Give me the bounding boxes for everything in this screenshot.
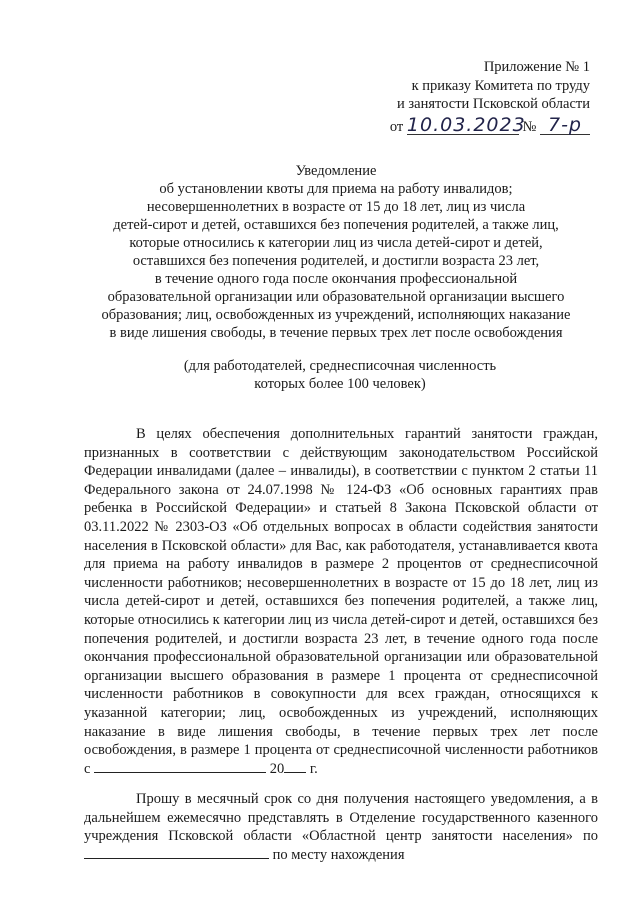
- notice-title-block: [86, 162, 586, 342]
- from-label: от: [389, 118, 404, 135]
- appendix-order-ref: к приказу Комитета по труду: [411, 77, 590, 94]
- notice-heading: Уведомление: [295, 163, 377, 179]
- year-blank-field[interactable]: [284, 760, 306, 773]
- appendix-number: Приложение № 1: [483, 59, 590, 75]
- subtitle-line: (для работодателей, среднесписочная численность: [183, 358, 497, 374]
- notice-subtitle: [130, 357, 550, 393]
- handwritten-date: 10.03.2023: [406, 113, 526, 136]
- body-paragraph-quota: [84, 425, 598, 778]
- subtitle-line: которых более 100 человек): [254, 376, 426, 392]
- notice-title-line: образовательной организации или образовательной организации высшего: [107, 289, 565, 305]
- notice-body: [84, 425, 598, 865]
- appendix-committee: и занятости Псковской области: [397, 96, 590, 112]
- body-paragraph-request: [84, 790, 598, 864]
- notice-title-line: детей-сирот и детей, оставшихся без попечения родителей, а также лиц,: [113, 217, 559, 233]
- paragraph-tail-text: по месту нахождения: [272, 847, 405, 864]
- notice-title-line: в течение одного года после окончания профессиональной: [154, 271, 518, 287]
- order-date-line: [389, 113, 590, 140]
- appendix-header: [390, 58, 590, 140]
- number-label: №: [522, 118, 537, 135]
- location-blank-field[interactable]: [84, 846, 269, 859]
- notice-title-line: несовершеннолетних в возрасте от 15 до 18 лет, лиц из числа: [146, 199, 526, 215]
- date-blank-field[interactable]: [94, 760, 266, 773]
- year-prefix: 20: [269, 760, 285, 777]
- handwritten-order-number: 7-р: [540, 116, 590, 136]
- year-suffix: г.: [309, 760, 318, 777]
- paragraph-text: Прошу в месячный срок со дня получения настоящего уведомления, а в дальнейшем ежемесячно представлять в Отделение государственного казенного учреждения Псковской области «Областной центр занятости населения» по: [84, 791, 598, 845]
- notice-title-line: об установлении квоты для приема на работу инвалидов;: [159, 181, 513, 197]
- notice-title-line: в виде лишения свободы, в течение первых трех лет после освобождения: [109, 325, 563, 341]
- notice-title-line: образования; лиц, освобожденных из учреждений, исполняющих наказание: [101, 307, 571, 323]
- notice-title-line: оставшихся без попечения родителей, и достигли возраста 23 лет,: [132, 253, 540, 269]
- notice-title-line: которые относились к категории лиц из числа детей-сирот и детей,: [129, 235, 543, 251]
- paragraph-text: В целях обеспечения дополнительных гарантий занятости граждан, признанных в соответствии с действующим законодательством Российской Федерации инвалидами (далее – инвалиды), в соответствии с пунктом 2 статьи 11 Федерального закона от 24.07.1998 № 124-ФЗ «Об основных гарантиях прав ребенка в Российской Федерации» и статьей 8 Закона Псковской области от 03.11.2022 № 2303-ОЗ «Об отдельных вопросах в области содействия занятости населения в Псковской области» для Вас, как работодателя, устанавливается квота для приема на работу инвалидов в размере 2 процентов от среднесписочной численности работников; несовершеннолетних в возрасте от 15 до 18 лет, лиц из числа детей-сирот и детей, оставшихся без попечения родителей, а также лиц, которые относились к категории лиц из числа детей-сирот и детей, оставшихся без попечения родителей, и достигли возраста 23 лет, в течение одного года после окончания профессиональной образовательной организации или образовательной организации высшего образования в размере 1 процента от среднесписочной численности работников в совокупности для всех граждан, относящихся к указанной категории; лиц, освобожденных из учреждений, исполняющих наказание в виде лишения свободы, в течение первых трех лет после освобождения, в размере 1 процента от среднесписочной численности работников с: [84, 426, 598, 777]
